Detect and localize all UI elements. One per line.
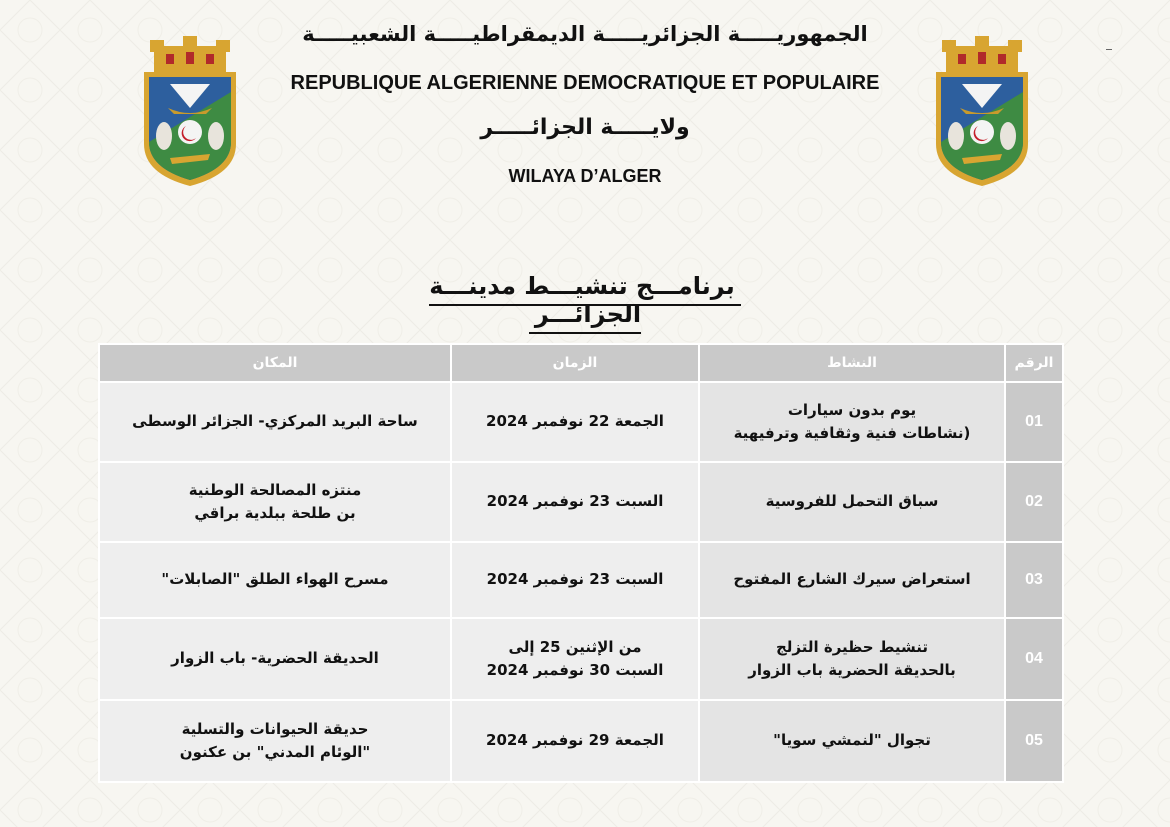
header-place: المكان (99, 344, 451, 382)
table-row (99, 542, 1063, 618)
row-activity (699, 618, 1005, 700)
row-time (451, 700, 699, 782)
place-line: منتزه المصالحة الوطنية (188, 480, 362, 499)
header-time: الزمان (451, 344, 699, 382)
table-row (99, 618, 1063, 700)
time-line: الجمعة 29 نوفمبر 2024 (486, 731, 664, 750)
row-place (99, 700, 451, 782)
row-place (99, 542, 451, 618)
header-arabic-republic: الجمهوريـــــة الجزائريـــــة الديمقراطيـــــة الشعبيـــــة (302, 22, 868, 46)
table-row (99, 462, 1063, 542)
row-time (451, 542, 699, 618)
header-activity: النشاط (699, 344, 1005, 382)
activity-line: تجوال "لنمشي سويا" (773, 731, 931, 750)
place-line: الحديقة الحضرية- باب الزوار (171, 649, 379, 668)
wilaya-emblem-left (140, 36, 240, 188)
row-place (99, 462, 451, 542)
place-line: حديقة الحيوانات والتسلية (181, 719, 369, 738)
activity-line: سباق التحمل للفروسية (765, 492, 939, 511)
time-line: السبت 23 نوفمبر 2024 (486, 492, 664, 511)
place-line: مسرح الهواء الطلق "الصابلات" (161, 570, 389, 589)
row-time (451, 462, 699, 542)
time-line: من الإثنين 25 إلى (508, 637, 642, 656)
place-line: "الوئام المدني" بن عكنون (179, 743, 371, 761)
page-title-text: برنامـــج تنشيـــط مدينـــة الجزائـــر (429, 272, 740, 334)
table-row (99, 382, 1063, 462)
castle-crown-icon (942, 36, 1022, 72)
activity-line: بالحديقة الحضرية باب الزوار (748, 661, 956, 679)
page-title (385, 272, 785, 328)
activity-line: (نشاطات فنية وثقافية وترفيهية (733, 424, 971, 442)
row-number: 04 (1005, 618, 1063, 700)
row-number: 05 (1005, 700, 1063, 782)
header-french-republic: REPUBLIQUE ALGERIENNE DEMOCRATIQUE ET POPULAIRE (290, 72, 880, 94)
time-line: الجمعة 22 نوفمبر 2024 (486, 412, 664, 431)
header-french-wilaya: WILAYA D’ALGER (508, 166, 662, 186)
activity-line: استعراض سيرك الشارع المفتوح (733, 570, 971, 589)
header-number: الرقم (1005, 344, 1063, 382)
row-time (451, 618, 699, 700)
program-table (98, 343, 1064, 783)
table-header-row (99, 344, 1063, 382)
place-line: ساحة البريد المركزي- الجزائر الوسطى (132, 412, 418, 431)
row-activity (699, 382, 1005, 462)
row-activity (699, 462, 1005, 542)
row-place (99, 382, 451, 462)
row-number: 03 (1005, 542, 1063, 618)
activity-line: تنشيط حظيرة التزلج (775, 637, 929, 656)
row-activity (699, 542, 1005, 618)
table-row (99, 700, 1063, 782)
activity-line: يوم بدون سيارات (787, 400, 917, 419)
row-time (451, 382, 699, 462)
row-number: 01 (1005, 382, 1063, 462)
place-line: بن طلحة ببلدية براقي (194, 504, 356, 522)
time-line: السبت 30 نوفمبر 2024 (486, 661, 664, 679)
header-arabic-wilaya: ولايـــــة الجزائـــــر (480, 115, 690, 140)
wilaya-emblem-right (932, 36, 1032, 188)
row-number: 02 (1005, 462, 1063, 542)
castle-crown-icon (150, 36, 230, 72)
time-line: السبت 23 نوفمبر 2024 (486, 570, 664, 589)
row-place (99, 618, 451, 700)
row-activity (699, 700, 1005, 782)
stray-mark (1106, 49, 1112, 50)
